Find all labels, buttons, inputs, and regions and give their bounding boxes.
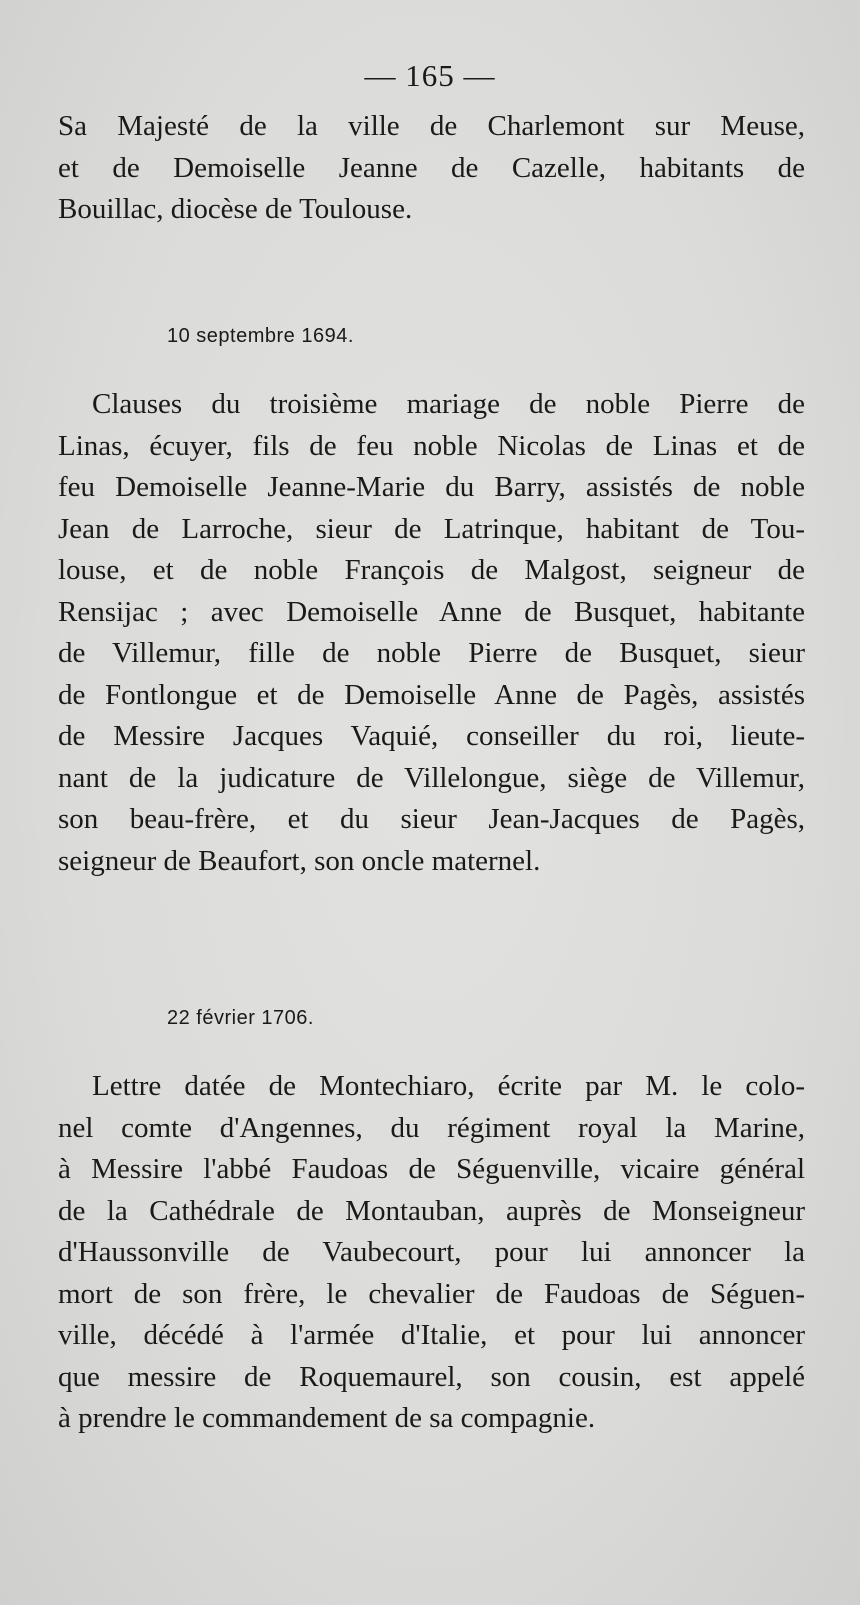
date-heading-1: 10 septembre 1694. [167,325,354,347]
paragraph-3-line: à Messire l'abbé Faudoas de Séguenville, vicaire général [58,1153,805,1185]
paragraph-2-line: son beau-frère, et du sieur Jean-Jacques de Pagès, [58,803,805,835]
paragraph-2-line: de Messire Jacques Vaquié, conseiller du roi, lieute- [58,720,805,752]
paragraph-1-line: Bouillac, diocèse de Toulouse. [58,193,413,225]
paragraph-2-line: nant de la judicature de Villelongue, siège de Villemur, [58,761,805,794]
paragraph-3-line: nel comte d'Angennes, du régiment royal la Marine, [58,1111,805,1144]
paragraph-3-line: à prendre le commandement de sa compagnie. [58,1402,596,1434]
paragraph-2-line: de Fontlongue et de Demoiselle Anne de Pagès, assistés [58,678,805,711]
date-heading-2: 22 février 1706. [167,1007,314,1029]
paragraph-2-line: de Villemur, fille de noble Pierre de Busquet, sieur [58,637,805,669]
paragraph-3-line: mort de son frère, le chevalier de Faudoas de Séguen- [58,1277,805,1310]
paragraph-1-line: Sa Majesté de la ville de Charlemont sur Meuse, [58,110,805,142]
paragraph-2-line: feu Demoiselle Jeanne-Marie du Barry, assistés de noble [58,471,805,503]
paragraph-3-line: ville, décédé à l'armée d'Italie, et pour lui annoncer [58,1319,805,1351]
paragraph-2-line: Rensijac ; avec Demoiselle Anne de Busquet, habitante [58,595,805,628]
paragraph-2-line: louse, et de noble François de Malgost, seigneur de [58,554,805,586]
paragraph-1-line: et de Demoiselle Jeanne de Cazelle, habitants de [58,151,805,184]
paragraph-3 [58,1066,805,1440]
paragraph-2-line: Jean de Larroche, sieur de Latrinque, habitant de Tou- [58,512,805,545]
paragraph-3-line: de la Cathédrale de Montauban, auprès de Monseigneur [58,1194,805,1227]
paragraph-2-line: Clauses du troisième mariage de noble Pierre de [92,388,805,420]
paragraph-2-line: Linas, écuyer, fils de feu noble Nicolas de Linas et de [58,429,805,462]
paragraph-3-line: Lettre datée de Montechiaro, écrite par M. le colo- [92,1070,805,1102]
paragraph-2 [58,384,805,882]
page-number: — 165 — [364,58,496,93]
paragraph-2-line: seigneur de Beaufort, son oncle maternel. [58,844,541,877]
paragraph-3-line: que messire de Roquemaurel, son cousin, est appelé [58,1360,805,1393]
paragraph-1 [58,106,805,231]
paragraph-3-line: d'Haussonville de Vaubecourt, pour lui annoncer la [58,1236,805,1268]
